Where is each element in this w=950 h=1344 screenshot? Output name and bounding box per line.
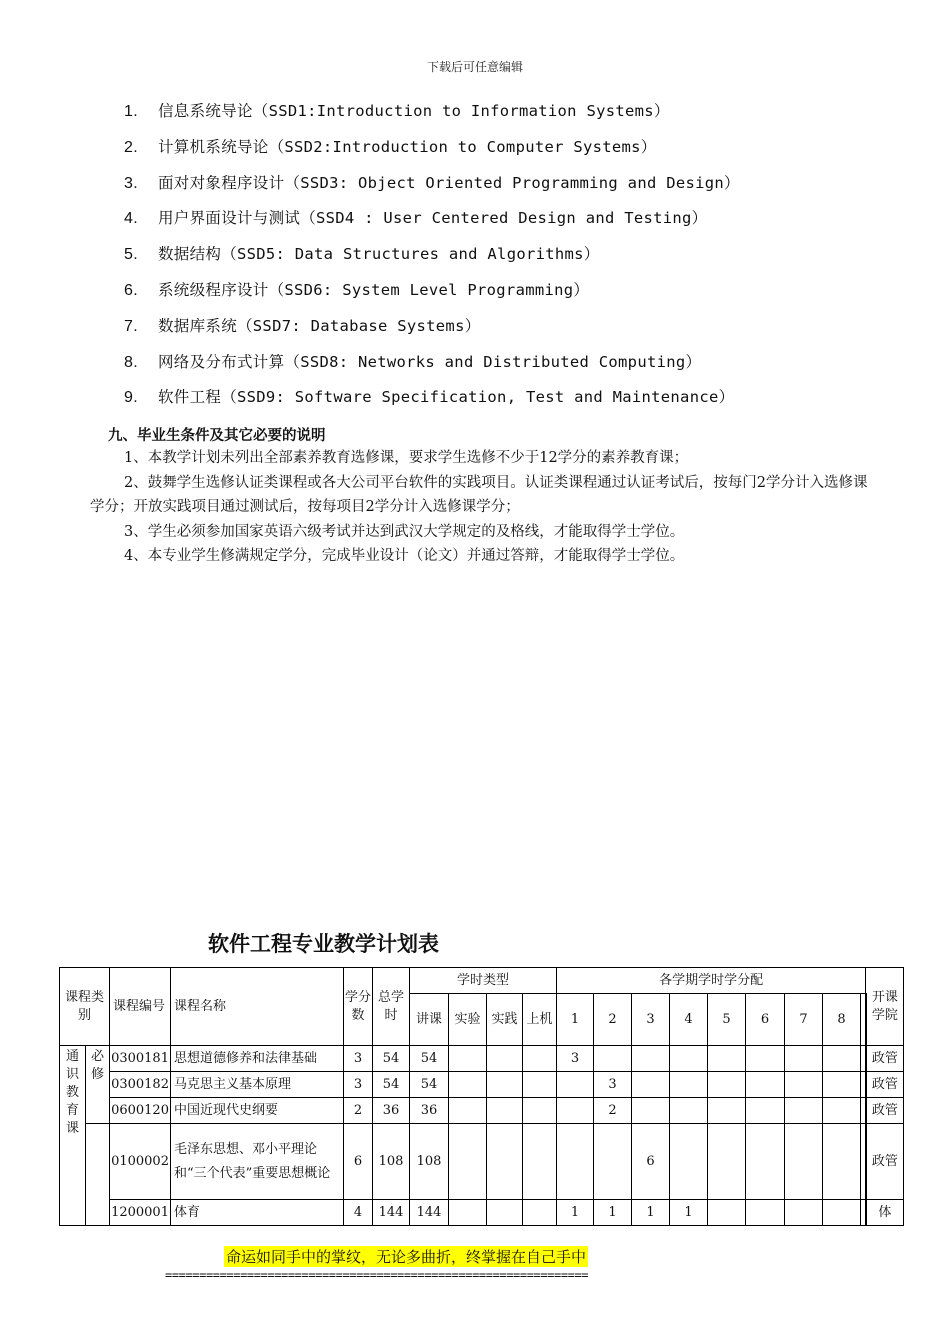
course-credits: 3 <box>344 1046 373 1072</box>
note-paragraph: 3、学生必须参加国家英语六级考试并达到武汉大学规定的及格线，才能取得学士学位。 <box>124 523 685 540</box>
course-list <box>124 98 740 420</box>
header-category: 课程类别 <box>60 968 110 1046</box>
course-computer <box>523 1046 557 1072</box>
course-lab <box>449 1046 487 1072</box>
course-lab <box>449 1200 487 1226</box>
course-code: 0100002 <box>110 1124 171 1200</box>
semester-cell <box>746 1046 785 1072</box>
course-lab <box>449 1072 487 1098</box>
list-item <box>124 313 740 349</box>
course-lecture: 36 <box>410 1098 449 1124</box>
course-computer <box>523 1124 557 1200</box>
list-item-number: 1. <box>124 103 138 120</box>
header-semester-7: 7 <box>785 994 823 1046</box>
header-credits: 学分数 <box>344 968 373 1046</box>
list-item <box>124 349 740 385</box>
semester-cell <box>708 1046 746 1072</box>
course-name: 马克思主义基本原理 <box>171 1072 344 1098</box>
list-item-number: 5. <box>124 246 138 264</box>
semester-cell: 1 <box>557 1200 594 1226</box>
course-name: 思想道德修养和法律基础 <box>171 1046 344 1072</box>
semester-cell: 2 <box>594 1098 632 1124</box>
semester-cell <box>823 1124 861 1200</box>
semester-cell <box>670 1124 708 1200</box>
course-code: 0300182 <box>110 1072 171 1098</box>
semester-cell <box>708 1200 746 1226</box>
course-total-hours: 54 <box>373 1072 410 1098</box>
list-item-text: 用户界面设计与测试（SSD4 : User Centered Design and Testing） <box>158 209 708 228</box>
list-item-text: 面对对象程序设计（SSD3: Object Oriented Programming and Design） <box>158 173 740 192</box>
course-computer <box>523 1200 557 1226</box>
course-school: 政管 <box>866 1046 904 1072</box>
semester-cell <box>557 1098 594 1124</box>
list-item-text: 计算机系统导论（SSD2:Introduction to Computer Systems） <box>158 137 657 156</box>
semester-cell <box>746 1072 785 1098</box>
header-note: 下载后可任意编辑 <box>426 60 523 74</box>
list-item-text: 网络及分布式计算（SSD8: Networks and Distributed Computing） <box>158 352 702 371</box>
course-name: 体育 <box>171 1200 344 1226</box>
course-name: 中国近现代史纲要 <box>171 1098 344 1124</box>
teaching-plan-table <box>59 967 904 1226</box>
list-item-number: 9. <box>124 389 138 407</box>
course-total-hours: 36 <box>373 1098 410 1124</box>
table-row <box>60 1072 904 1098</box>
course-lab <box>449 1098 487 1124</box>
header-lab: 实验 <box>449 994 487 1046</box>
list-item <box>124 241 740 277</box>
section-heading: 九、毕业生条件及其它必要的说明 <box>108 428 326 444</box>
list-item-text: 系统级程序设计（SSD6: System Level Programming） <box>158 280 590 299</box>
semester-cell <box>708 1072 746 1098</box>
note-paragraph: 1、本教学计划未列出全部素养教育选修课，要求学生选修不少于12学分的素养教育课； <box>124 450 689 466</box>
table-row <box>60 1200 904 1226</box>
course-code: 0300181 <box>110 1046 171 1072</box>
semester-cell <box>632 1072 670 1098</box>
course-lab <box>449 1124 487 1200</box>
semester-cell <box>823 1072 861 1098</box>
list-item-number: 7. <box>124 317 138 335</box>
list-item <box>124 384 740 420</box>
course-credits: 4 <box>344 1200 373 1226</box>
course-code: 1200001 <box>110 1200 171 1226</box>
course-lecture: 54 <box>410 1046 449 1072</box>
header-spacer <box>861 994 866 1046</box>
semester-cell <box>670 1098 708 1124</box>
course-total-hours: 54 <box>373 1046 410 1072</box>
semester-cell <box>823 1098 861 1124</box>
list-item-number: 4. <box>124 210 138 228</box>
course-practice <box>487 1124 523 1200</box>
note-paragraph: 2、鼓舞学生选修认证类课程或各大公司平台软件的实践项目。认证类课程通过认证考试后，按每门2学分计入选修课学分；开放实践项目通过测试后，按每项目2学分计入选修课学分； <box>90 474 868 515</box>
semester-cell <box>708 1098 746 1124</box>
semester-cell <box>785 1046 823 1072</box>
footer-rule: ============================================================== <box>165 1268 589 1282</box>
header-semester-2: 2 <box>594 994 632 1046</box>
semester-cell <box>823 1200 861 1226</box>
header-semester-4: 4 <box>670 994 708 1046</box>
course-practice <box>487 1200 523 1226</box>
course-practice <box>487 1046 523 1072</box>
list-item-number: 2. <box>124 138 138 156</box>
semester-cell <box>557 1072 594 1098</box>
list-item <box>124 170 740 206</box>
semester-cell <box>594 1046 632 1072</box>
list-item <box>124 98 740 134</box>
header-semester-6: 6 <box>746 994 785 1046</box>
list-item-text: 软件工程（SSD9: Software Specification, Test and Maintenance） <box>158 388 735 407</box>
semester-cell <box>746 1200 785 1226</box>
course-school: 体 <box>866 1200 904 1226</box>
course-computer <box>523 1098 557 1124</box>
course-name: 毛泽东思想、邓小平理论和“三个代表”重要思想概论 <box>171 1124 344 1200</box>
list-item <box>124 277 740 313</box>
note-paragraph: 4、本专业学生修满规定学分，完成毕业设计（论文）并通过答辩，才能取得学士学位。 <box>124 548 685 564</box>
header-semesters: 各学期学时学分配 <box>557 968 866 994</box>
semester-cell <box>708 1124 746 1200</box>
list-item <box>124 134 740 170</box>
header-practice: 实践 <box>487 994 523 1046</box>
semester-cell <box>746 1098 785 1124</box>
course-total-hours: 144 <box>373 1200 410 1226</box>
category-cell: 通识教育课 <box>60 1046 86 1226</box>
semester-cell <box>670 1046 708 1072</box>
semester-cell: 1 <box>670 1200 708 1226</box>
header-lecture: 讲课 <box>410 994 449 1046</box>
semester-cell: 6 <box>632 1124 670 1200</box>
course-school: 政管 <box>866 1124 904 1200</box>
semester-cell <box>823 1046 861 1072</box>
semester-cell <box>557 1124 594 1200</box>
course-credits: 2 <box>344 1098 373 1124</box>
semester-cell: 1 <box>594 1200 632 1226</box>
semester-cell <box>785 1200 823 1226</box>
header-total-hours: 总学时 <box>373 968 410 1046</box>
list-item-number: 8. <box>124 353 138 371</box>
header-semester-8: 8 <box>823 994 861 1046</box>
semester-cell <box>594 1124 632 1200</box>
header-semester-1: 1 <box>557 994 594 1046</box>
semester-cell <box>785 1124 823 1200</box>
course-lecture: 108 <box>410 1124 449 1200</box>
semester-cell <box>785 1072 823 1098</box>
list-item-text: 数据结构（SSD5: Data Structures and Algorithms） <box>158 245 600 264</box>
list-item-number: 6. <box>124 281 138 299</box>
course-credits: 6 <box>344 1124 373 1200</box>
list-item-text: 数据库系统（SSD7: Database Systems） <box>158 316 481 335</box>
header-semester-5: 5 <box>708 994 746 1046</box>
semester-cell: 1 <box>632 1200 670 1226</box>
semester-cell <box>632 1098 670 1124</box>
semester-cell: 3 <box>594 1072 632 1098</box>
course-practice <box>487 1072 523 1098</box>
course-credits: 3 <box>344 1072 373 1098</box>
semester-cell <box>785 1098 823 1124</box>
table-row <box>60 1124 904 1200</box>
subcategory-empty <box>86 1124 110 1226</box>
header-computer: 上机 <box>523 994 557 1046</box>
footer-slogan: 命运如同手中的掌纹，无论多曲折，终掌握在自己手中 <box>226 1248 587 1266</box>
course-practice <box>487 1098 523 1124</box>
semester-cell <box>746 1124 785 1200</box>
semester-cell <box>670 1072 708 1098</box>
table-row <box>60 1046 904 1072</box>
header-semester-3: 3 <box>632 994 670 1046</box>
course-computer <box>523 1072 557 1098</box>
header-code: 课程编号 <box>110 968 171 1046</box>
subcategory-cell: 必修 <box>86 1046 110 1124</box>
course-code: 0600120 <box>110 1098 171 1124</box>
list-item-text: 信息系统导论（SSD1:Introduction to Information Systems） <box>158 102 670 120</box>
header-hour-types: 学时类型 <box>410 968 557 994</box>
course-total-hours: 108 <box>373 1124 410 1200</box>
table-row <box>60 1098 904 1124</box>
semester-cell <box>632 1046 670 1072</box>
header-name: 课程名称 <box>171 968 344 1046</box>
header-school: 开课学院 <box>866 968 904 1046</box>
course-lecture: 144 <box>410 1200 449 1226</box>
course-school: 政管 <box>866 1072 904 1098</box>
list-item-number: 3. <box>124 174 138 192</box>
semester-cell: 3 <box>557 1046 594 1072</box>
list-item <box>124 205 740 241</box>
course-lecture: 54 <box>410 1072 449 1098</box>
graduation-notes <box>90 446 880 569</box>
table-title: 软件工程专业教学计划表 <box>208 932 439 956</box>
course-school: 政管 <box>866 1098 904 1124</box>
